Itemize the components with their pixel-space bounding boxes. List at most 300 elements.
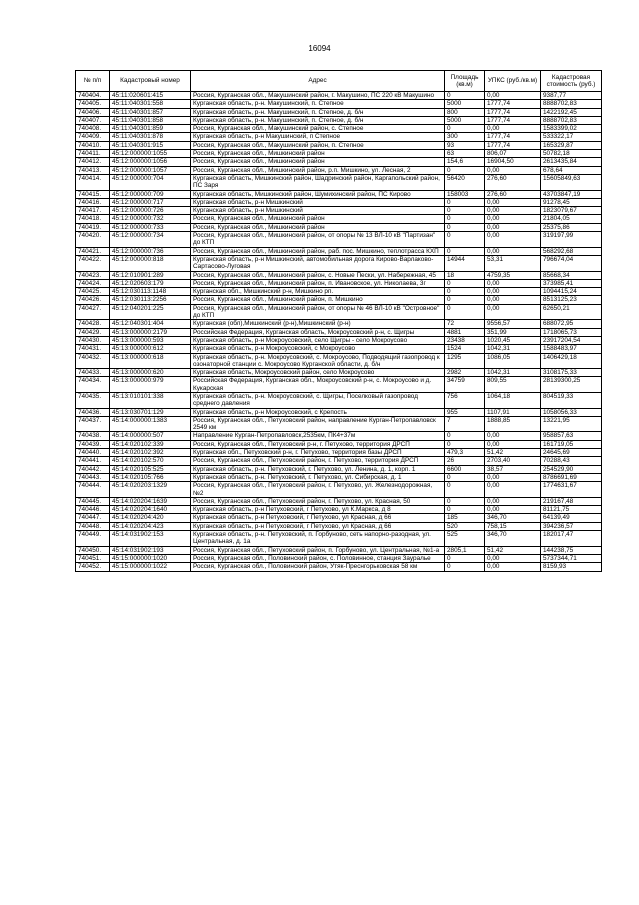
upks: 0,00 [485, 279, 541, 287]
address: Российская Федерация, Курганская обл., Мокроусовский р-н, с. Мокроусово и д. Кукарская [191, 377, 445, 393]
table-row [76, 223, 602, 231]
cadastral-number: 45:14:020105:525 [110, 465, 191, 473]
row-number: 740451. [76, 554, 110, 562]
cadastral-cost: 219167,48 [541, 497, 602, 505]
table-row [76, 141, 602, 149]
cadastral-number: 45:15:000000:1022 [110, 563, 191, 571]
cadastral-number: 45:11:040301:558 [110, 100, 191, 108]
area: 0 [445, 432, 485, 440]
cadastral-cost: 1774631,67 [541, 482, 602, 498]
row-number: 740406. [76, 108, 110, 116]
area: 0 [445, 92, 485, 100]
cadastral-cost: 804519,33 [541, 392, 602, 408]
area: 0 [445, 304, 485, 320]
cadastral-cost: 8888702,83 [541, 116, 602, 124]
row-number: 740410. [76, 141, 110, 149]
cadastral-number: 45:13:000000:593 [110, 336, 191, 344]
upks: 1777,74 [485, 116, 541, 124]
cadastral-cost: 1406429,18 [541, 353, 602, 369]
cadastral-number: 45:12:000000:704 [110, 174, 191, 190]
address: Курганская область, р-н. Макушинский, п. Степное, д. б/н [191, 116, 445, 124]
table-row [76, 546, 602, 554]
area: 56420 [445, 174, 485, 190]
cadastral-number: 45:13:000000:618 [110, 353, 191, 369]
upks: 2703,40 [485, 457, 541, 465]
row-number: 740430. [76, 336, 110, 344]
table-row [76, 449, 602, 457]
cadastral-number: 45:14:020204:1640 [110, 506, 191, 514]
table-row [76, 116, 602, 124]
address: Россия, Курганская обл., Петуховский район, г. Петухово, ул. Железнодорожная, №2 [191, 482, 445, 498]
area: 300 [445, 133, 485, 141]
upks: 4759,35 [485, 271, 541, 279]
cadastral-cost: 182017,47 [541, 531, 602, 547]
address: Курганская область, р-н Петуховский, г Петухово, ул К.Маркса, д 8 [191, 506, 445, 514]
cadastral-cost: 678,64 [541, 166, 602, 174]
row-number: 740413. [76, 166, 110, 174]
address: Россия, Курганская обл., Петуховский район, направление Курган-Петропавловск 2549 км [191, 416, 445, 432]
table-row [76, 288, 602, 296]
row-number: 740415. [76, 190, 110, 198]
cadastral-cost: 1094415,24 [541, 288, 602, 296]
table-row [76, 304, 602, 320]
cadastral-number: 45:11:040301:857 [110, 108, 191, 116]
upks: 53,31 [485, 255, 541, 271]
upks: 0,00 [485, 432, 541, 440]
row-number: 740437. [76, 416, 110, 432]
row-number: 740404. [76, 92, 110, 100]
area: 5000 [445, 100, 485, 108]
row-number: 740431. [76, 345, 110, 353]
upks: 0,00 [485, 92, 541, 100]
table-body [76, 92, 602, 572]
cadastral-cost: 8786691,69 [541, 473, 602, 481]
table-row [76, 457, 602, 465]
area: 0 [445, 166, 485, 174]
area: 0 [445, 125, 485, 133]
address: Россия, Курганская обл., Мишкинский район [191, 215, 445, 223]
table-row [76, 392, 602, 408]
address: Россия, Курганская обл., Макушинский район, п. Степное [191, 141, 445, 149]
area: 6600 [445, 465, 485, 473]
area: 14944 [445, 255, 485, 271]
row-number: 740408. [76, 125, 110, 133]
table-row [76, 522, 602, 530]
area: 1295 [445, 353, 485, 369]
cadastral-cost: 373985,41 [541, 279, 602, 287]
row-number: 740441. [76, 457, 110, 465]
page-number: 16094 [308, 44, 331, 53]
address: Курганская обл., Мишкинский р-н, Мишкино рп. [191, 288, 445, 296]
upks: 0,00 [485, 223, 541, 231]
address: Курганская область, р-н. Петуховский, г. Петухово, ул. Ленина, д. 1, корп. 1 [191, 465, 445, 473]
table-row [76, 473, 602, 481]
cadastral-number: 45:13:030701:129 [110, 408, 191, 416]
address: Россия, Курганская обл., Петуховский район, п. Горбуново, ул. Центральная, №1-а [191, 546, 445, 554]
table-row [76, 247, 602, 255]
row-number: 740407. [76, 116, 110, 124]
table-row [76, 215, 602, 223]
cadastral-cost: 796674,04 [541, 255, 602, 271]
address: Россия, Курганская обл., Макушинский район, с. Степное [191, 125, 445, 133]
header-area: Площадь (кв.м) [445, 71, 485, 92]
upks: 276,60 [485, 190, 541, 198]
cadastral-number: 45:12:000000:736 [110, 247, 191, 255]
upks: 346,70 [485, 514, 541, 522]
area: 93 [445, 141, 485, 149]
row-number: 740422. [76, 255, 110, 271]
cadastral-number: 45:12:000000:709 [110, 190, 191, 198]
area: 955 [445, 408, 485, 416]
cadastral-cost: 2613435,84 [541, 158, 602, 166]
cadastral-number: 45:12:000000:717 [110, 198, 191, 206]
cadastral-number: 45:14:020102:570 [110, 457, 191, 465]
upks: 1064,18 [485, 392, 541, 408]
area: 154,6 [445, 158, 485, 166]
header-number: № п/п [76, 71, 110, 92]
row-number: 740448. [76, 522, 110, 530]
area: 18 [445, 271, 485, 279]
address: Россия, Курганская обл., Мишкинский район, р.п. Мишкино, ул. Лесная, 2 [191, 166, 445, 174]
table-header-row [76, 71, 602, 92]
table-row [76, 279, 602, 287]
row-number: 740429. [76, 328, 110, 336]
table-row [76, 158, 602, 166]
cadastral-cost: 319197,99 [541, 232, 602, 248]
address: Россия, Курганская обл., Петуховский р-н, г. Петухово, территория ДРСП [191, 440, 445, 448]
row-number: 740442. [76, 465, 110, 473]
address: Россия, Курганская обл., Петуховский район, г. Петухово, территория ДРСП [191, 457, 445, 465]
row-number: 740419. [76, 223, 110, 231]
cadastral-number: 45:14:020102:392 [110, 449, 191, 457]
cadastral-cost: 70288,43 [541, 457, 602, 465]
row-number: 740412. [76, 158, 110, 166]
cadastral-cost: 1058056,33 [541, 408, 602, 416]
table-row [76, 377, 602, 393]
area: 5000 [445, 116, 485, 124]
cadastral-number: 45:14:020105:766 [110, 473, 191, 481]
row-number: 740435. [76, 392, 110, 408]
area: 0 [445, 247, 485, 255]
upks: 758,15 [485, 522, 541, 530]
cadastral-number: 45:14:020204:423 [110, 522, 191, 530]
area: 0 [445, 554, 485, 562]
upks: 0,00 [485, 482, 541, 498]
cadastral-number: 45:12:030113:2256 [110, 296, 191, 304]
row-number: 740405. [76, 100, 110, 108]
table-row [76, 320, 602, 328]
cadastral-number: 45:12:000000:732 [110, 215, 191, 223]
cadastral-cost: 85668,34 [541, 271, 602, 279]
upks: 16904,50 [485, 158, 541, 166]
cadastral-cost: 23917204,54 [541, 336, 602, 344]
cadastral-number: 45:14:000000:507 [110, 432, 191, 440]
address: Направление Курган-Петропавловск,2535км, ПК4+37м [191, 432, 445, 440]
cadastral-number: 45:12:040301:404 [110, 320, 191, 328]
upks: 1777,74 [485, 141, 541, 149]
upks: 9556,57 [485, 320, 541, 328]
upks: 51,42 [485, 546, 541, 554]
upks: 806,07 [485, 150, 541, 158]
address: Курганская область, р-н. Мокроусовский, с. Мокроусово, Подводящий газопровод к озонаторной станции с. Мокроусово Курганской области, д. б/н [191, 353, 445, 369]
area: 525 [445, 531, 485, 547]
row-number: 740432. [76, 353, 110, 369]
upks: 1777,74 [485, 108, 541, 116]
row-number: 740417. [76, 207, 110, 215]
area: 2982 [445, 369, 485, 377]
table-row [76, 190, 602, 198]
cadastral-cost: 8513125,23 [541, 296, 602, 304]
row-number: 740436. [76, 408, 110, 416]
area: 0 [445, 207, 485, 215]
table-row [76, 531, 602, 547]
area: 2805,1 [445, 546, 485, 554]
cadastral-number: 45:14:031902:193 [110, 546, 191, 554]
cadastral-number: 45:14:031902:153 [110, 531, 191, 547]
row-number: 740418. [76, 215, 110, 223]
cadastral-cost: 5737344,71 [541, 554, 602, 562]
cadastral-cost: 25375,86 [541, 223, 602, 231]
upks: 0,00 [485, 247, 541, 255]
upks: 0,00 [485, 215, 541, 223]
table-row [76, 150, 602, 158]
upks: 0,00 [485, 554, 541, 562]
table-row [76, 554, 602, 562]
upks: 0,00 [485, 288, 541, 296]
cadastral-cost: 21804,05 [541, 215, 602, 223]
address: Россия, Курганская обл., Мишкинский район, п. Мишкино [191, 296, 445, 304]
address: Курганская область, р-н. Мокроусовский, с. Щигры, Поселковый газопровод среднего давления [191, 392, 445, 408]
cadastral-cost: 161719,05 [541, 440, 602, 448]
cadastral-number: 45:11:020601:415 [110, 92, 191, 100]
table-row [76, 92, 602, 100]
cadastral-value-table [75, 70, 602, 572]
area: 185 [445, 514, 485, 522]
cadastral-cost: 8159,93 [541, 563, 602, 571]
row-number: 740409. [76, 133, 110, 141]
area: 800 [445, 108, 485, 116]
cadastral-number: 45:14:020204:420 [110, 514, 191, 522]
area: 0 [445, 506, 485, 514]
cadastral-cost: 28139300,25 [541, 377, 602, 393]
upks: 0,00 [485, 296, 541, 304]
upks: 1107,91 [485, 408, 541, 416]
area: 158003 [445, 190, 485, 198]
upks: 1777,74 [485, 100, 541, 108]
cadastral-cost: 1588483,97 [541, 345, 602, 353]
address: Россия, Курганская обл., Мишкинский район, п. Ивановское, ул. Николаева, 3г [191, 279, 445, 287]
cadastral-number: 45:13:000000:979 [110, 377, 191, 393]
address: Курганская область, р-н. Петуховский, п. Горбуново, сеть напорно-разодная, ул. Центральная, д. 1а [191, 531, 445, 547]
cadastral-cost: 165329,87 [541, 141, 602, 149]
area: 0 [445, 497, 485, 505]
header-upks: УПКС (руб./кв.м) [485, 71, 541, 92]
header-address: Адрес [191, 71, 445, 92]
address: Россия, Курганская обл., Половинский район, Утяк-Преснгорьковская 58 км [191, 563, 445, 571]
cadastral-cost: 8888702,83 [541, 100, 602, 108]
upks: 351,99 [485, 328, 541, 336]
cadastral-cost: 1823079,67 [541, 207, 602, 215]
address: Курганская область, р-н Петуховский, г Петухово, ул Красная, д 66 [191, 514, 445, 522]
row-number: 740439. [76, 440, 110, 448]
table-row [76, 336, 602, 344]
row-number: 740427. [76, 304, 110, 320]
area: 0 [445, 473, 485, 481]
upks: 0,00 [485, 563, 541, 571]
address: Россия, Курганская обл., Мишкинский район [191, 158, 445, 166]
table-row [76, 497, 602, 505]
table-row [76, 353, 602, 369]
upks: 0,00 [485, 198, 541, 206]
area: 0 [445, 440, 485, 448]
cadastral-cost: 144238,75 [541, 546, 602, 554]
cadastral-number: 45:12:000000:734 [110, 232, 191, 248]
cadastral-number: 45:11:040301:878 [110, 133, 191, 141]
table-row [76, 198, 602, 206]
area: 0 [445, 198, 485, 206]
address: Курганская область, р-н Макушинский, п Степное [191, 133, 445, 141]
row-number: 740444. [76, 482, 110, 498]
address: Курганская область, р-н Мокроусовский, село Щигры - село Мокроусово [191, 336, 445, 344]
table-row [76, 408, 602, 416]
table-row [76, 416, 602, 432]
row-number: 740449. [76, 531, 110, 547]
row-number: 740428. [76, 320, 110, 328]
upks: 276,60 [485, 174, 541, 190]
upks: 1888,85 [485, 416, 541, 432]
area: 0 [445, 215, 485, 223]
area: 63 [445, 150, 485, 158]
upks: 0,00 [485, 207, 541, 215]
upks: 0,00 [485, 304, 541, 320]
cadastral-number: 45:11:040301:858 [110, 116, 191, 124]
address: Курганская область, р-н Мишкинский [191, 198, 445, 206]
cadastral-cost: 43703847,19 [541, 190, 602, 198]
row-number: 740446. [76, 506, 110, 514]
address: Курганская область, Мишкинский район, Шумихинский район, ПС Кирово [191, 190, 445, 198]
upks: 0,00 [485, 506, 541, 514]
row-number: 740443. [76, 473, 110, 481]
area: 4881 [445, 328, 485, 336]
upks: 1020,45 [485, 336, 541, 344]
cadastral-number: 45:12:010901:289 [110, 271, 191, 279]
upks: 1042,31 [485, 369, 541, 377]
address: Курганская область, Мишкинский район, Шадринский район, Каргапольский район, ПС Заря [191, 174, 445, 190]
header-cadastral-cost: Кадастровая стоимость (руб.) [541, 71, 602, 92]
cadastral-number: 45:12:000000:818 [110, 255, 191, 271]
cadastral-number: 45:13:000000:612 [110, 345, 191, 353]
cadastral-cost: 50782,18 [541, 150, 602, 158]
cadastral-number: 45:14:020204:1639 [110, 497, 191, 505]
address: Россия, Курганская обл., Петуховский район, г. Петухово, ул. Красная, 50 [191, 497, 445, 505]
table-row [76, 125, 602, 133]
upks: 38,57 [485, 465, 541, 473]
row-number: 740438. [76, 432, 110, 440]
cadastral-cost: 62650,21 [541, 304, 602, 320]
row-number: 740423. [76, 271, 110, 279]
table-row [76, 232, 602, 248]
table-row [76, 440, 602, 448]
table-row [76, 207, 602, 215]
upks: 51,42 [485, 449, 541, 457]
cadastral-cost: 533322,17 [541, 133, 602, 141]
upks: 0,00 [485, 473, 541, 481]
cadastral-number: 45:12:000000:1055 [110, 150, 191, 158]
table-row [76, 465, 602, 473]
cadastral-cost: 1422192,45 [541, 108, 602, 116]
table-row [76, 255, 602, 271]
upks: 809,55 [485, 377, 541, 393]
cadastral-cost: 64139,49 [541, 514, 602, 522]
address: Курганская область, Мокроусовский район, село Мокроусово [191, 369, 445, 377]
area: 34759 [445, 377, 485, 393]
cadastral-number: 45:13:010101:338 [110, 392, 191, 408]
upks: 0,00 [485, 440, 541, 448]
cadastral-number: 45:14:020203:1329 [110, 482, 191, 498]
row-number: 740452. [76, 563, 110, 571]
address: Курганская область, р-н Мокроусовский, с Мокроусово [191, 345, 445, 353]
table-row [76, 369, 602, 377]
address: Россия, Курганская обл., Макушинский район, г. Макушино, ПС 220 кВ Макушино [191, 92, 445, 100]
table-row [76, 296, 602, 304]
area: 0 [445, 296, 485, 304]
table-row [76, 563, 602, 571]
cadastral-number: 45:12:000000:1056 [110, 158, 191, 166]
row-number: 740447. [76, 514, 110, 522]
cadastral-cost: 24645,69 [541, 449, 602, 457]
area: 7 [445, 416, 485, 432]
row-number: 740425. [76, 288, 110, 296]
table-row [76, 328, 602, 336]
row-number: 740433. [76, 369, 110, 377]
address: Курганская область, р-н Мишкинский [191, 207, 445, 215]
table-row [76, 432, 602, 440]
area: 0 [445, 232, 485, 248]
row-number: 740440. [76, 449, 110, 457]
upks: 1777,74 [485, 133, 541, 141]
area: 0 [445, 482, 485, 498]
address: Россия, Курганская обл., Мишкинский район, с. Новые Пески, ул. Набережная, 45 [191, 271, 445, 279]
area: 72 [445, 320, 485, 328]
cadastral-number: 45:11:040301:915 [110, 141, 191, 149]
area: 0 [445, 223, 485, 231]
row-number: 740414. [76, 174, 110, 190]
cadastral-number: 45:12:000000:733 [110, 223, 191, 231]
row-number: 740450. [76, 546, 110, 554]
address: Россия, Курганская обл., Мишкинский район [191, 150, 445, 158]
table-row [76, 133, 602, 141]
address: Курганская область, р-н. Макушинский, п. Степное [191, 100, 445, 108]
address: Курганская область, р-н Мокроусовский, с Крепость [191, 408, 445, 416]
upks: 1086,05 [485, 353, 541, 369]
cadastral-number: 45:14:020102:339 [110, 440, 191, 448]
upks: 346,70 [485, 531, 541, 547]
table-row [76, 108, 602, 116]
upks: 0,00 [485, 497, 541, 505]
cadastral-number: 45:13:000000:2179 [110, 328, 191, 336]
table-row [76, 506, 602, 514]
table-row [76, 174, 602, 190]
area: 0 [445, 279, 485, 287]
address: Россия, Курганская обл., Мишкинский район [191, 223, 445, 231]
address: Россия, Курганская обл., Половинский район, с. Половинное, станция Зауралье [191, 554, 445, 562]
cadastral-cost: 958857,63 [541, 432, 602, 440]
address: Курганская обл., Петуховский р-н, г. Петухово, территория базы ДРСП [191, 449, 445, 457]
cadastral-cost: 1583399,02 [541, 125, 602, 133]
address: Курганская область, р-н Мишкинский, автомобильная дорога Кирово-Варлаково-Сартасово-Луговая [191, 255, 445, 271]
cadastral-number: 45:12:030113:1148 [110, 288, 191, 296]
table-row [76, 345, 602, 353]
